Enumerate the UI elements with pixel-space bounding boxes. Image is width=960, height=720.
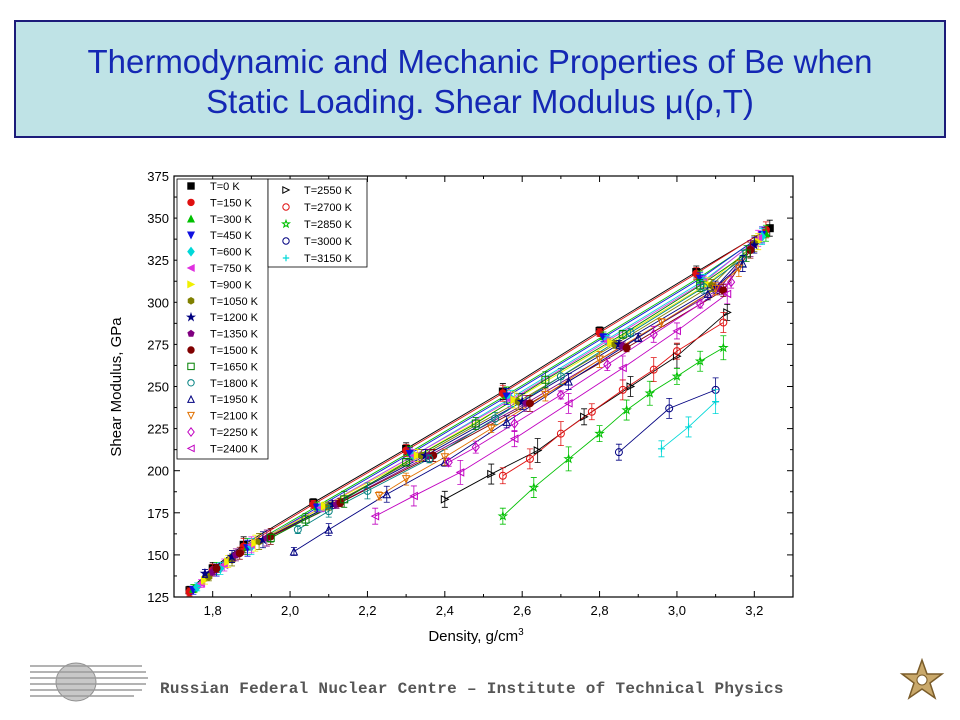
legend-label: T=3150 K (304, 253, 353, 265)
y-tick-label: 325 (147, 253, 169, 269)
fit-line-series-17 (445, 312, 727, 499)
error-bar (411, 486, 417, 506)
slide-title-line-1: Thermodynamic and Mechanic Properties of Be when (87, 43, 873, 80)
data-point (236, 550, 243, 557)
y-tick-label: 350 (147, 211, 169, 227)
legend-label: T=900 K (210, 279, 252, 292)
x-axis-label (428, 627, 524, 645)
x-axis-label-text: Density, g/cm (428, 628, 519, 645)
error-bar (442, 491, 448, 507)
data-point (213, 565, 220, 572)
error-bar (500, 468, 506, 484)
legend-label: T=1500 K (210, 345, 259, 357)
x-tick-label: 3,2 (745, 603, 764, 618)
legend (177, 179, 367, 459)
x-tick-label: 2,2 (358, 603, 377, 618)
error-bar (566, 393, 572, 413)
error-bar (488, 464, 494, 484)
legend-marker (188, 298, 194, 304)
fit-line-series-20 (619, 390, 716, 452)
y-tick-label: 125 (147, 590, 169, 605)
x-tick-label: 3,0 (667, 603, 686, 618)
legend-label: T=1650 K (210, 361, 259, 374)
legend-label: T=2550 K (304, 185, 353, 197)
legend-label: T=0 K (210, 181, 240, 193)
legend-label: T=2100 K (210, 410, 259, 423)
legend-marker (188, 347, 194, 353)
fit-lines (189, 228, 769, 592)
x-tick-label: 2,0 (281, 603, 300, 618)
error-bar (527, 449, 533, 469)
y-tick-label: 300 (147, 295, 169, 311)
slide-title-line-2: Static Loading. Shear Modulus μ(ρ,T) (206, 83, 754, 120)
legend-label: T=2250 K (210, 427, 259, 439)
x-tick-label: 2,4 (435, 603, 454, 618)
legend-label: T=2700 K (304, 202, 353, 214)
error-bar (372, 508, 378, 524)
error-bar (589, 404, 595, 420)
x-tick-label: 2,6 (513, 603, 532, 618)
x-tick-label: 1,8 (203, 603, 222, 618)
error-bar (457, 460, 463, 484)
legend-marker (188, 199, 194, 205)
x-tick-label: 2,8 (590, 603, 609, 618)
fit-line-series-1 (189, 230, 765, 592)
legend-marker (188, 183, 194, 189)
y-tick-label: 275 (147, 337, 169, 353)
legend-label: T=1050 K (210, 295, 259, 308)
legend-label: T=3000 K (304, 236, 353, 248)
error-bar (666, 398, 672, 418)
legend-label: T=450 K (210, 230, 252, 243)
x-axis-label-superscript: 3 (518, 627, 524, 638)
fit-line-series-16 (375, 294, 727, 516)
legend-label: T=1200 K (210, 312, 259, 325)
y-axis-label: Shear Modulus, GPa (108, 317, 125, 457)
y-tick-label: 200 (147, 463, 169, 479)
legend-label: T=2850 K (304, 219, 353, 231)
legend-label: T=150 K (210, 197, 252, 210)
legend-label: T=1950 K (210, 394, 259, 407)
error-bar (558, 391, 564, 399)
footer-institute-name: Russian Federal Nuclear Centre – Institute of Technical Physics (160, 680, 784, 698)
y-tick-label: 150 (147, 547, 169, 563)
data-point (623, 344, 630, 351)
data-point (526, 400, 533, 407)
legend-label: T=300 K (210, 213, 252, 226)
error-bar (620, 356, 626, 380)
y-tick-label: 375 (147, 169, 169, 184)
legend-label: T=1800 K (210, 377, 259, 390)
fit-line-series-4 (197, 237, 762, 587)
legend-label: T=1350 K (210, 328, 259, 341)
legend-label: T=750 K (210, 263, 252, 275)
fit-line-series-0 (189, 228, 769, 590)
legend-label: T=600 K (210, 246, 252, 259)
y-tick-label: 250 (147, 379, 169, 395)
y-tick-label: 175 (147, 505, 169, 521)
error-bar (558, 422, 564, 446)
error-bar (674, 323, 680, 339)
data-markers (186, 220, 773, 596)
error-bar (581, 409, 587, 425)
error-bar (511, 431, 517, 447)
legend-label: T=2400 K (210, 443, 259, 456)
institute-logo-icon (30, 660, 150, 706)
fit-line-series-2 (193, 233, 766, 588)
y-tick-label: 225 (147, 421, 169, 437)
star-emblem-icon (898, 658, 946, 702)
error-bar (616, 444, 622, 460)
